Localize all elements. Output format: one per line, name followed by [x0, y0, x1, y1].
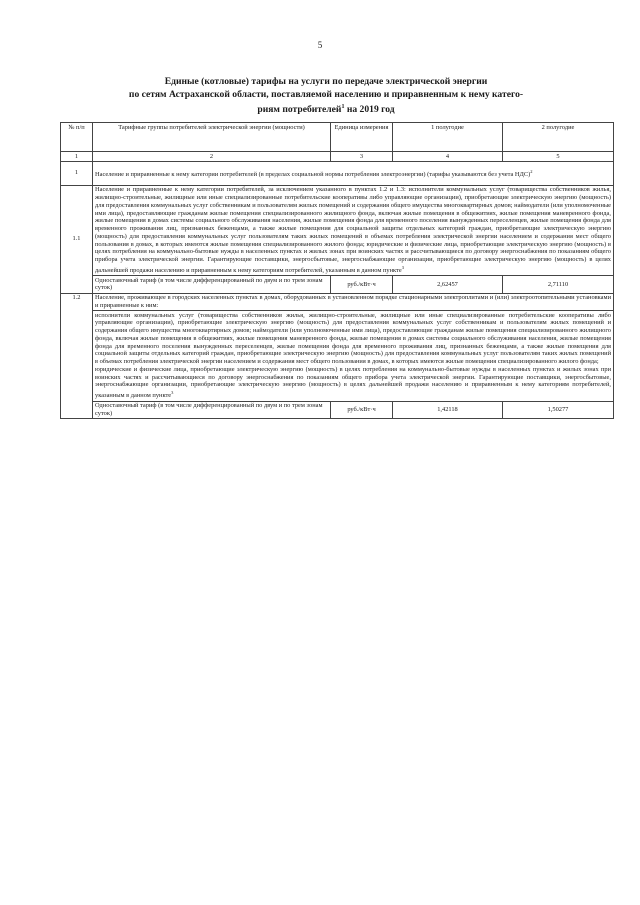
- row-text: Население и приравненные к нему категории потребителей (в пределах социальной нормы потребления электроэнергии) (тарифы указываются без учета НДС): [95, 170, 531, 178]
- table-row: [61, 161, 614, 185]
- tariff-second-half: 1,50277: [503, 401, 614, 419]
- title-line-3: [60, 101, 592, 117]
- header-number: № п/п: [61, 123, 93, 152]
- row-text: исполнители коммунальных услуг (товарищества собственников жилья, жилищно-строительные, жилищные или иные специализированные потребительские кооперативы либо управляющие организации), приобретающие электрическую энергию (мощность) для предоставления коммунальных услуг собственникам и пользователям жилых помещений и содержания общего имущества многоквартирных домов; наймодатели (или уполномоченные ими лица), предоставляющие гражданам жилые помещения специализированного жилищного фонда, включая жилые помещения в общежитиях, жилые помещения маневренного фонда, жилые помещения в домах системы социального обслуживания населения, жилые помещения фонда для временного поселения вынужденных переселенцев, жилые помещения фонда для временного проживания лиц, признанных беженцами, а также жилые помещения для социальной защиты отдельных категорий граждан, приобретающие электрическую энергию (мощность) для предоставления коммунальных услуг пользователям таких жилых помещений в объемах потребления электрической энергии населением и содержания мест общего пользования в домах, в которых имеются жилые помещения специализированного жилого фонда;: [95, 311, 611, 366]
- header-second-half: 2 полугодие: [503, 123, 614, 152]
- row-number: 1.2: [61, 293, 93, 418]
- row-description: [93, 185, 614, 275]
- page-number: 5: [317, 40, 323, 50]
- column-number-row: [61, 152, 614, 162]
- table-header-row: [61, 123, 614, 152]
- header-unit: Единица измерения: [331, 123, 393, 152]
- title-line-1: Единые (котловые) тарифы на услуги по передаче электрической энергии: [164, 76, 488, 87]
- tariff-row: [61, 276, 614, 294]
- header-first-half: 1 полугодие: [393, 123, 503, 152]
- column-number: 4: [393, 152, 503, 162]
- row-description-intro: Население, проживающее в городских населенных пунктах в домах, оборудованных в установленном порядке стационарными электроплитами и (или) электроотопительными установками и приравненные к ним:: [93, 293, 614, 311]
- table-row: [61, 185, 614, 275]
- row-text-end: юридические и физические лица, приобретающие электрическую энергию (мощность) в целях потребления на коммунально-бытовые нужды в населенных пунктах и жилых зонах при воинских частях и рассчитывающиеся по договору энергоснабжения по показаниям общего прибора учета электрической энергии. Гарантирующие поставщики, энергосбытовые, энергоснабжающие организации, приобретающие электрическую энергию (мощность) в целях дальнейшей продажи населению и приравненным к нему категориям потребителей, указанным в данном пункте: [95, 365, 611, 400]
- title-line-3-text: риям потребителей: [257, 104, 342, 116]
- tariff-second-half: 2,71110: [503, 276, 614, 294]
- tariff-row: [61, 401, 614, 419]
- footnote-mark: 3: [401, 264, 404, 270]
- header-tariff-group: Тарифные группы потребителей электрической энергии (мощности): [93, 123, 331, 152]
- row-description: [93, 161, 614, 185]
- title-line-2: по сетям Астраханской области, поставляемой населению и приравненным к нему катего-: [128, 88, 524, 100]
- table-row: [61, 311, 614, 401]
- row-description: [93, 311, 614, 401]
- row-number: 1: [61, 161, 93, 185]
- title-year: на 2019 год: [344, 104, 395, 116]
- column-number: 5: [503, 152, 614, 162]
- document-title: [60, 76, 592, 117]
- tariff-label: Одноставочный тариф (в том числе дифференцированный по двум и по трем зонам суток): [93, 276, 331, 294]
- tariff-unit: руб./кВт·ч: [331, 401, 393, 419]
- column-number: 1: [61, 152, 93, 162]
- column-number: 3: [331, 152, 393, 162]
- tariff-first-half: 2,62457: [393, 276, 503, 294]
- footnote-mark: 2: [530, 168, 533, 174]
- tariff-table: [60, 122, 614, 419]
- column-number: 2: [93, 152, 331, 162]
- footnote-mark: 3: [171, 390, 174, 396]
- row-text: Население и приравненные к нему категории потребителей, за исключением указанного в пунктах 1.2 и 1.3: исполнители коммунальных услуг (товарищества собственников жилья, жилищно-строительные, жилищные или иные специализированные потребительские кооперативы либо управляющие организации), приобретающие электрическую энергию (мощность) для предоставления коммунальных услуг собственникам и пользователям жилых помещений и содержания общего имущества многоквартирных домов; наймодатели (или уполномоченные ими лица), предоставляющие гражданам жилые помещения специализированного жилищного фонда, включая жилые помещения в общежитиях, жилые помещения маневренного фонда, жилые помещения в домах системы социального обслуживания населения, жилые помещения фонда для временного поселения вынужденных переселенцев, жилые помещения фонда для временного проживания лиц, признанных беженцами, а также жилые помещения для социальной защиты отдельных категорий граждан, приобретающие электрическую энергию (мощность) для предоставления коммунальных услуг пользователям таких жилых помещений в объемах потребления электрической энергии населением и содержания мест общего пользования в домах, в которых имеются жилые помещения специализированного жилого фонда; юридические и физические лица, приобретающие электрическую энергию (мощность) в целях потребления на коммунально-бытовые нужды в населенных пунктах и жилых зонах при воинских частях и рассчитывающиеся по договору энергоснабжения по показаниям общего прибора учета электрической энергии. Гарантирующие поставщики, энергосбытовые, энергоснабжающие организации, приобретающие электрическую энергию (мощность) в целях дальнейшей продажи населению и приравненным к нему категориям потребителей, указанным в данном пункте: [95, 186, 611, 274]
- table-row: [61, 293, 614, 311]
- tariff-label: Одноставочный тариф (в том числе дифференцированный по двум и по трем зонам суток): [93, 401, 331, 419]
- tariff-unit: руб./кВт·ч: [331, 276, 393, 294]
- title-footnote-mark: 1: [341, 104, 345, 110]
- tariff-first-half: 1,42118: [393, 401, 503, 419]
- row-text: [95, 366, 611, 400]
- row-number: 1.1: [61, 185, 93, 293]
